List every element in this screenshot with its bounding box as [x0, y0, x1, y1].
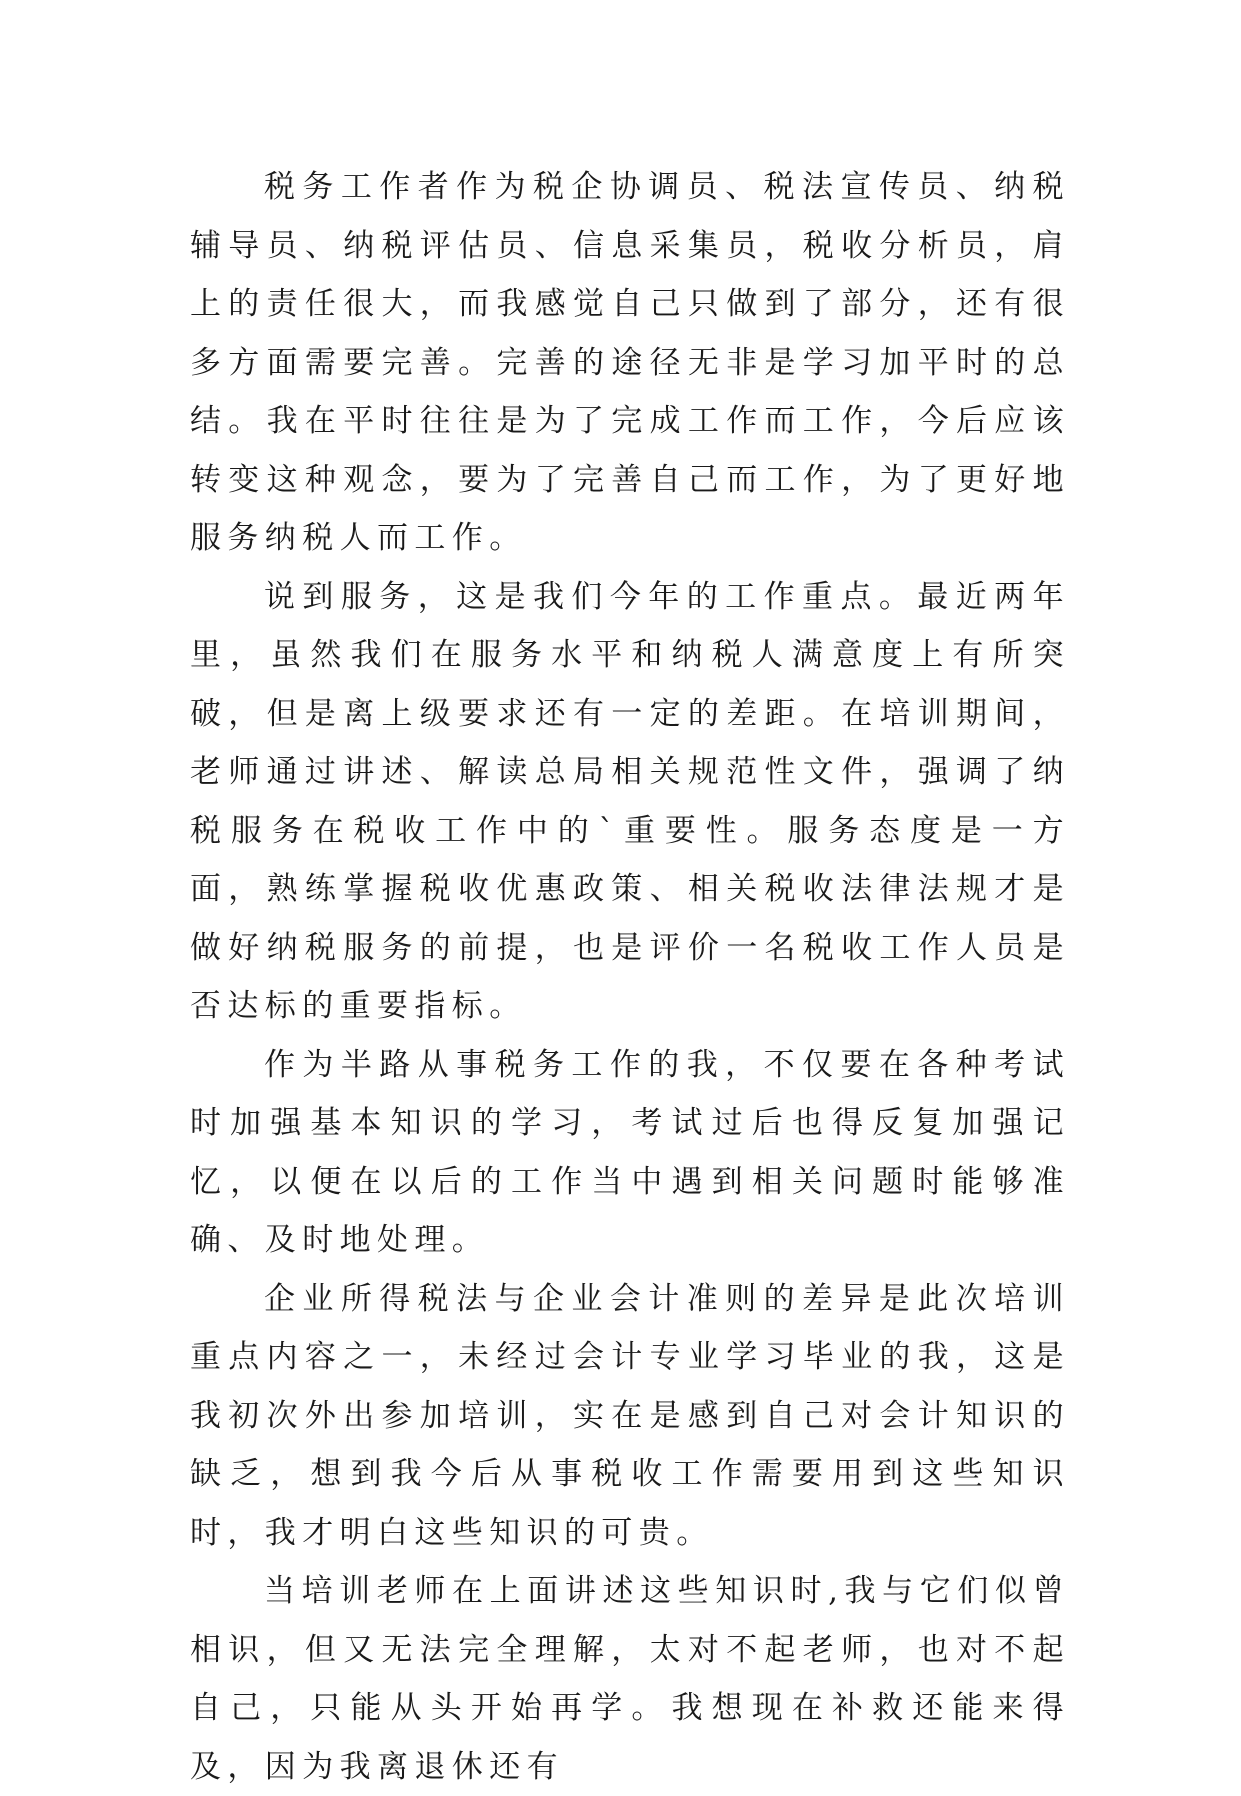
- document-body: [190, 158, 1070, 1796]
- paragraph-2: 说到服务，这是我们今年的工作重点。最近两年里，虽然我们在服务水平和纳税人满意度上有所突破，但是离上级要求还有一定的差距。在培训期间，老师通过讲述、解读总局相关规范性文件，强调了纳税服务在税收工作中的`重要性。服务态度是一方面，熟练掌握税收优惠政策、相关税收法律法规才是做好纳税服务的前提，也是评价一名税收工作人员是否达标的重要指标。: [190, 578, 1070, 1024]
- paragraph-5: 当培训老师在上面讲述这些知识时,我与它们似曾相识，但又无法完全理解，太对不起老师，也对不起自己，只能从头开始再学。我想现在补救还能来得及，因为我离退休还有: [190, 1573, 1070, 1785]
- paragraph-1: 税务工作者作为税企协调员、税法宣传员、纳税辅导员、纳税评估员、信息采集员，税收分析员，肩上的责任很大，而我感觉自己只做到了部分，还有很多方面需要完善。完善的途径无非是学习加平时的总结。我在平时往往是为了完成工作而工作，今后应该转变这种观念，要为了完善自己而工作，为了更好地服务纳税人而工作。: [190, 169, 1070, 556]
- paragraph-3: 作为半路从事税务工作的我，不仅要在各种考试时加强基本知识的学习，考试过后也得反复加强记忆，以便在以后的工作当中遇到相关问题时能够准确、及时地处理。: [190, 1046, 1070, 1258]
- paragraph-4: 企业所得税法与企业会计准则的差异是此次培训重点内容之一，未经过会计专业学习毕业的我，这是我初次外出参加培训，实在是感到自己对会计知识的缺乏，想到我今后从事税收工作需要用到这些知识时，我才明白这些知识的可贵。: [190, 1280, 1070, 1551]
